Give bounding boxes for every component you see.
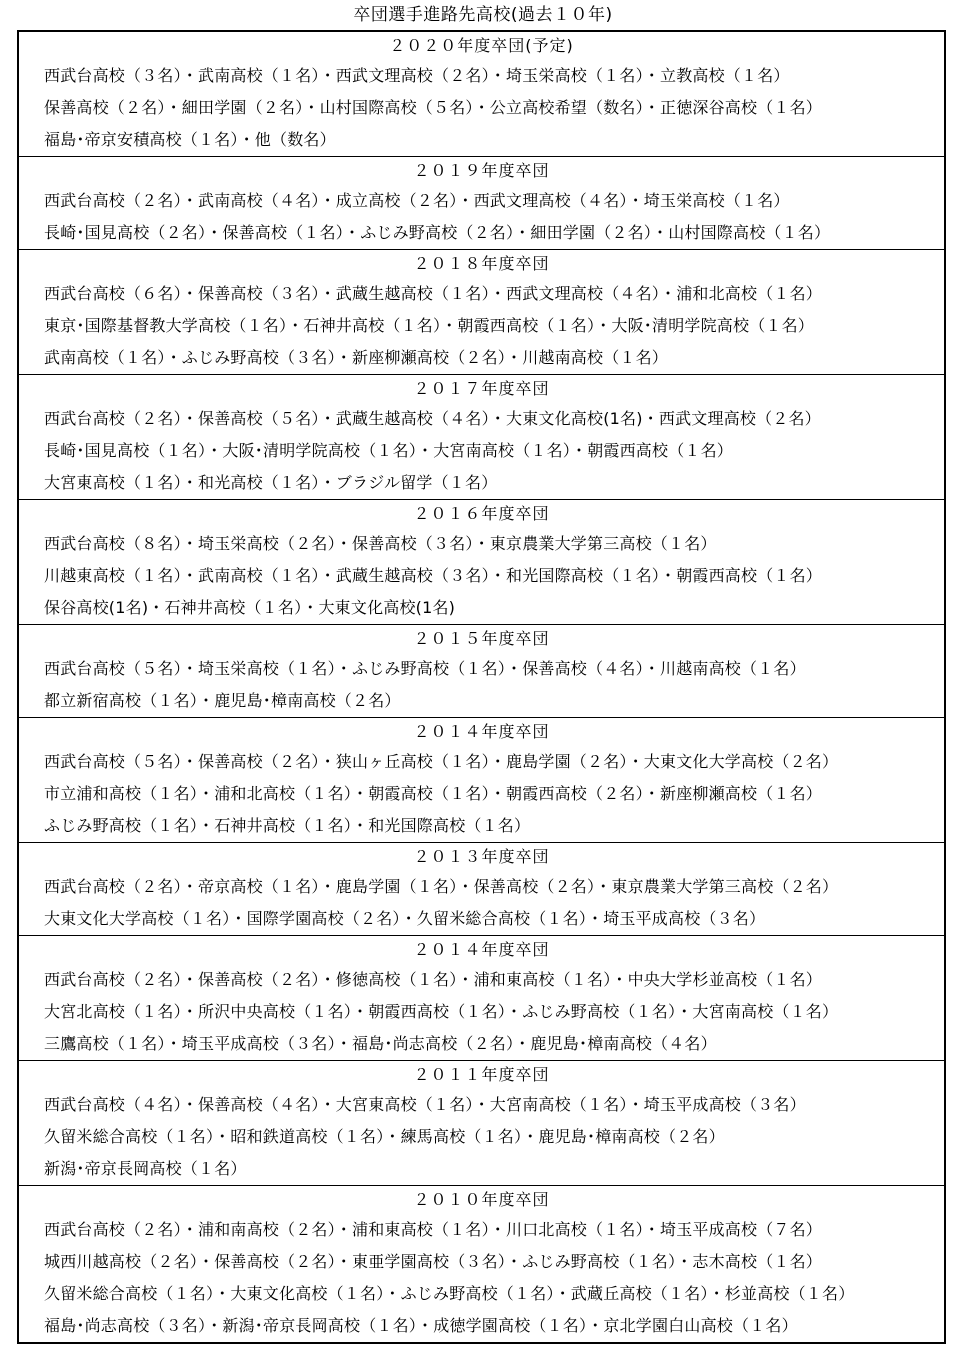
- school-list-line: 都立新宿高校（１名）・鹿児島･樟南高校（２名）: [44, 691, 401, 710]
- school-list-line: 大宮東高校（１名）・和光高校（１名）・ブラジル留学（１名）: [44, 473, 498, 492]
- school-list-line: 福島･帝京安積高校（１名）・他（数名）: [44, 130, 336, 149]
- school-list-line: 西武台高校（２名）・保善高校（５名）・武蔵生越高校（４名）・大東文化高校(1名)・西武文理高校（２名）: [44, 409, 821, 428]
- school-list-line: 西武台高校（６名）・保善高校（３名）・武蔵生越高校（１名）・西武文理高校（４名）・浦和北高校（１名）: [44, 284, 823, 303]
- school-list-line: 西武台高校（８名）・埼玉栄高校（２名）・保善高校（３名）・東京農業大学第三高校（１名）: [44, 534, 717, 553]
- year-header: ２０１７年度卒団: [413, 379, 550, 398]
- page-title: 卒団選手進路先高校(過去１０年): [353, 5, 613, 25]
- year-block: [19, 499, 944, 624]
- school-list-line: 西武台高校（２名）・保善高校（２名）・修徳高校（１名）・浦和東高校（１名）・中央大学杉並高校（１名）: [44, 970, 823, 989]
- year-block: [19, 156, 944, 249]
- year-block: [19, 249, 944, 374]
- year-block: [19, 32, 944, 156]
- school-list-line: 西武台高校（２名）・武南高校（４名）・成立高校（２名）・西武文理高校（４名）・埼玉栄高校（１名）: [44, 191, 790, 210]
- year-block: [19, 1185, 944, 1342]
- year-header: ２０１９年度卒団: [413, 161, 550, 180]
- school-list-line: 西武台高校（４名）・保善高校（４名）・大宮東高校（１名）・大宮南高校（１名）・埼玉平成高校（３名）: [44, 1095, 806, 1114]
- school-list-line: 長崎･国見高校（２名）・保善高校（１名）・ふじみ野高校（２名）・細田学園（２名）・山村国際高校（１名）: [44, 223, 831, 242]
- school-list-line: 新潟･帝京長岡高校（１名）: [44, 1159, 247, 1178]
- school-list-line: 川越東高校（１名）・武南高校（１名）・武蔵生越高校（３名）・和光国際高校（１名）・朝霞西高校（１名）: [44, 566, 823, 585]
- year-header: ２０１３年度卒団: [413, 847, 550, 866]
- school-list-line: 西武台高校（２名）・浦和南高校（２名）・浦和東高校（１名）・川口北高校（１名）・埼玉平成高校（７名）: [44, 1220, 823, 1239]
- year-header: ２０１４年度卒団: [413, 722, 550, 741]
- year-header: ２０１６年度卒団: [413, 504, 550, 523]
- school-list-line: 久留米総合高校（１名）・昭和鉄道高校（１名）・練馬高校（１名）・鹿児島･樟南高校（２名）: [44, 1127, 725, 1146]
- school-list-line: ふじみ野高校（１名）・石神井高校（１名）・和光国際高校（１名）: [44, 816, 531, 835]
- year-block: [19, 842, 944, 935]
- year-header: ２０１８年度卒団: [413, 254, 550, 273]
- school-list-line: 西武台高校（２名）・帝京高校（１名）・鹿島学園（１名）・保善高校（２名）・東京農業大学第三高校（２名）: [44, 877, 839, 896]
- school-list-line: 保善高校（２名）・細田学園（２名）・山村国際高校（５名）・公立高校希望（数名）・正徳深谷高校（１名）: [44, 98, 823, 117]
- year-block: [19, 1060, 944, 1185]
- school-list-line: 西武台高校（５名）・保善高校（２名）・狭山ヶ丘高校（１名）・鹿島学園（２名）・大東文化大学高校（２名）: [44, 752, 839, 771]
- school-list-line: 保谷高校(1名)・石神井高校（１名）・大東文化高校(1名): [44, 598, 456, 617]
- school-list-line: 久留米総合高校（１名）・大東文化高校（１名）・ふじみ野高校（１名）・武蔵丘高校（１名）・杉並高校（１名）: [44, 1284, 855, 1303]
- school-list-line: 大宮北高校（１名）・所沢中央高校（１名）・朝霞西高校（１名）・ふじみ野高校（１名）・大宮南高校（１名）: [44, 1002, 839, 1021]
- year-block: [19, 717, 944, 842]
- school-list-line: 福島･尚志高校（３名）・新潟･帝京長岡高校（１名）・成徳学園高校（１名）・京北学園白山高校（１名）: [44, 1316, 798, 1335]
- school-list-line: 城西川越高校（２名）・保善高校（２名）・東亜学園高校（３名）・ふじみ野高校（１名）・志木高校（１名）: [44, 1252, 823, 1271]
- school-list-line: 市立浦和高校（１名）・浦和北高校（１名）・朝霞高校（１名）・朝霞西高校（２名）・新座柳瀬高校（１名）: [44, 784, 823, 803]
- year-block: [19, 624, 944, 717]
- year-header: ２０１０年度卒団: [413, 1190, 550, 1209]
- school-list-line: 大東文化大学高校（１名）・国際学園高校（２名）・久留米総合高校（１名）・埼玉平成高校（３名）: [44, 909, 766, 928]
- year-header: ２０１４年度卒団: [413, 940, 550, 959]
- year-header: ２０１５年度卒団: [413, 629, 550, 648]
- results-table: [17, 30, 946, 1344]
- year-header: ２０２０年度卒団(予定): [389, 36, 574, 55]
- school-list-line: 西武台高校（３名）・武南高校（１名）・西武文理高校（２名）・埼玉栄高校（１名）・立教高校（１名）: [44, 66, 790, 85]
- school-list-line: 長崎･国見高校（１名）・大阪･清明学院高校（１名）・大宮南高校（１名）・朝霞西高校（１名）: [44, 441, 734, 460]
- school-list-line: 三鷹高校（１名）・埼玉平成高校（３名）・福島･尚志高校（２名）・鹿児島･樟南高校（４名）: [44, 1034, 717, 1053]
- school-list-line: 武南高校（１名）・ふじみ野高校（３名）・新座柳瀬高校（２名）・川越南高校（１名）: [44, 348, 669, 367]
- year-block: [19, 935, 944, 1060]
- year-block: [19, 374, 944, 499]
- year-header: ２０１１年度卒団: [413, 1065, 550, 1084]
- school-list-line: 東京･国際基督教大学高校（１名）・石神井高校（１名）・朝霞西高校（１名）・大阪･清明学院高校（１名）: [44, 316, 815, 335]
- school-list-line: 西武台高校（５名）・埼玉栄高校（１名）・ふじみ野高校（１名）・保善高校（４名）・川越南高校（１名）: [44, 659, 806, 678]
